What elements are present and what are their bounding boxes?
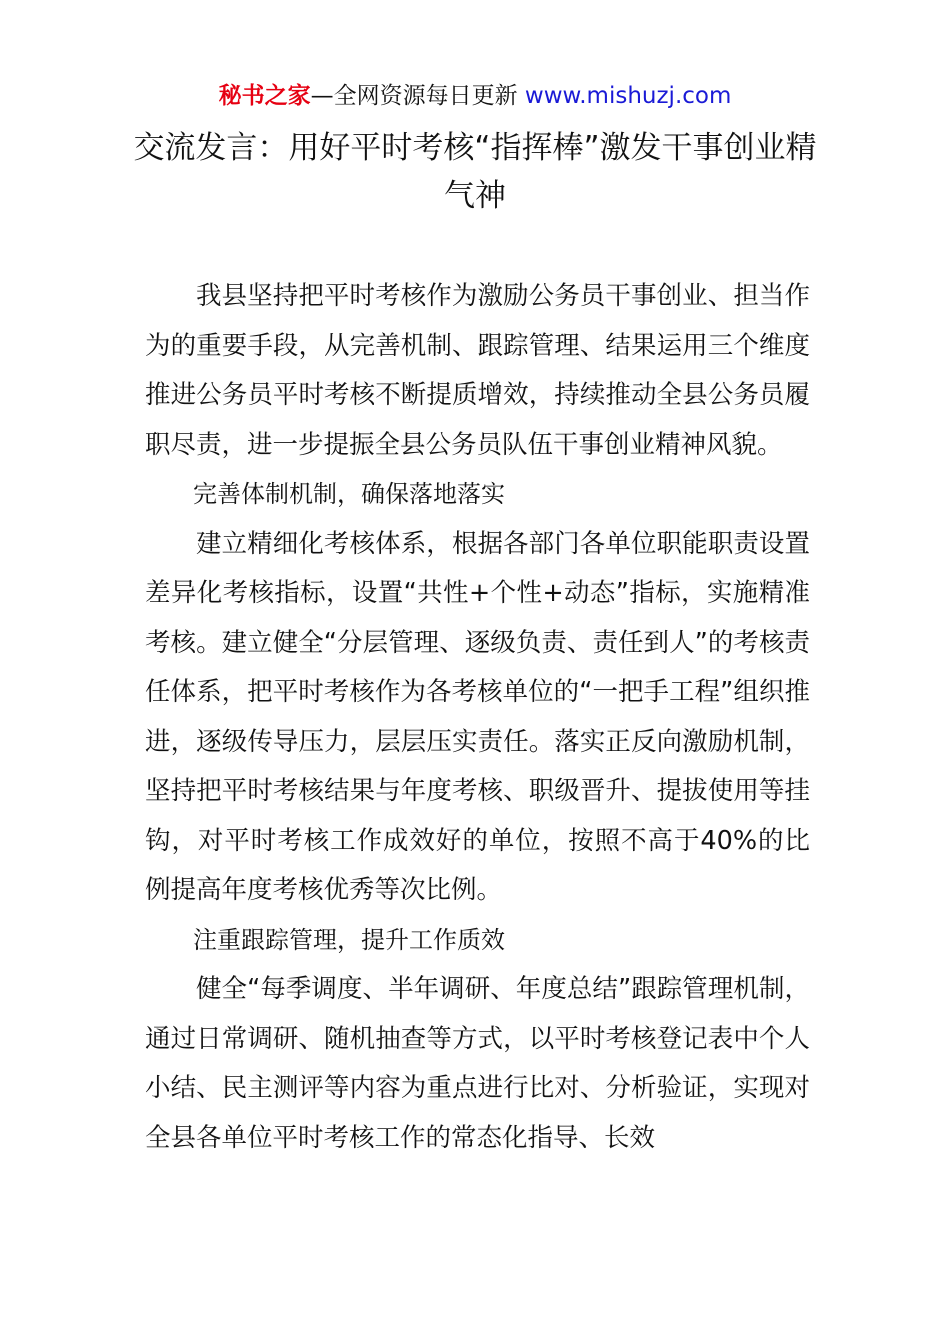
- tracking-paragraph: 健全“每季调度、半年调研、年度总结”跟踪管理机制，通过日常调研、随机抽查等方式，以平时考核登记表中个人小结、民主测评等内容为重点进行比对、分析验证，实现对全县各单位平时考核工作的常态化指导、长效: [145, 974, 810, 1153]
- site-name: 秘书之家: [218, 83, 311, 109]
- section-heading-tracking: 注重跟踪管理，提升工作质效: [193, 925, 505, 954]
- site-header: [0, 80, 950, 112]
- site-url[interactable]: www.mishuzj.com: [524, 83, 732, 109]
- section-heading-mechanism: 完善体制机制，确保落地落实: [193, 480, 505, 508]
- document-body: [145, 272, 810, 1163]
- document-title: 交流发言：用好平时考核“指挥棒”激发干事创业精气神: [133, 130, 817, 214]
- site-tagline: —全网资源每日更新: [310, 83, 525, 109]
- mechanism-paragraph: 建立精细化考核体系，根据各部门各单位职能职责设置差异化考核指标，设置“共性+个性+动态”指标，实施精准考核。建立健全“分层管理、逐级负责、责任到人”的考核责任体系，把平时考核作为各考核单位的“一把手工程”组织推进，逐级传导压力，层层压实责任。落实正反向激励机制，坚持把平时考核结果与年度考核、职级晋升、提拔使用等挂钩，对平时考核工作成效好的单位，按照不高于40%的比例提高年度考核优秀等次比例。: [145, 528, 810, 905]
- intro-paragraph: 我县坚持把平时考核作为激励公务员干事创业、担当作为的重要手段，从完善机制、跟踪管理、结果运用三个维度推进公务员平时考核不断提质增效，持续推动全县公务员履职尽责，进一步提振全县公务员队伍干事创业精神风貌。: [145, 281, 810, 460]
